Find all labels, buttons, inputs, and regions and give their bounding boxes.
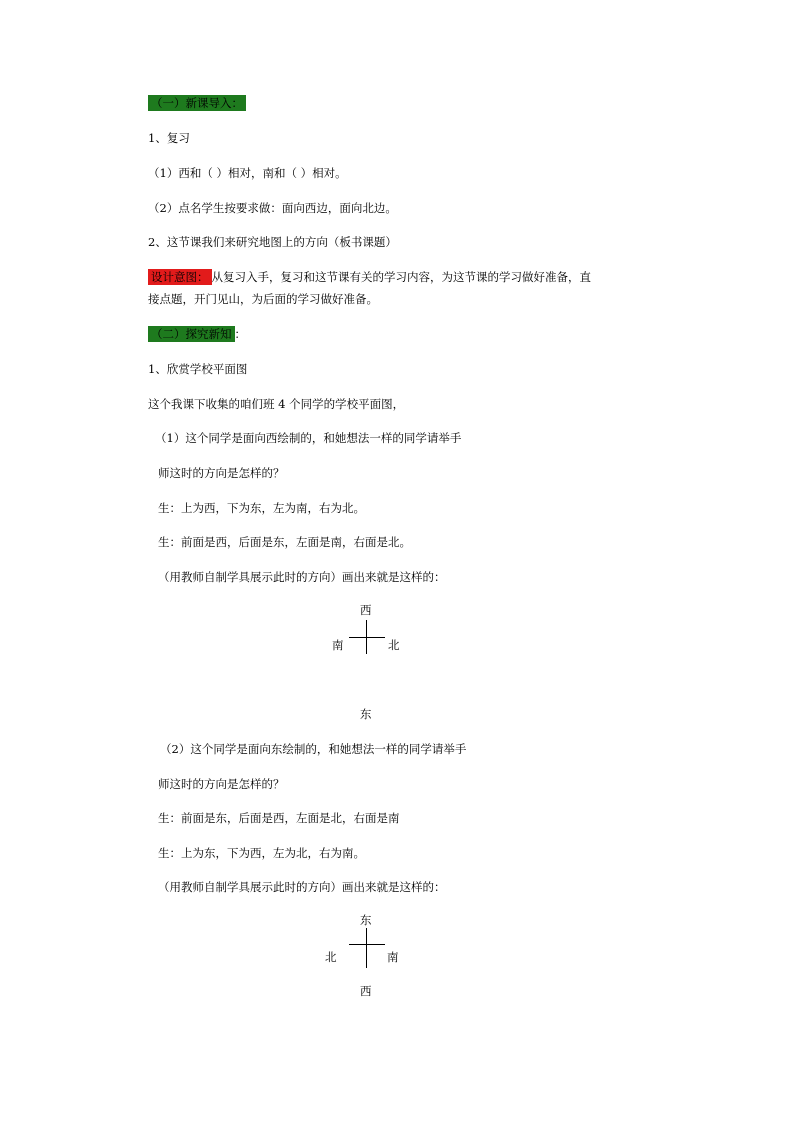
part-2-answer-2: 生：上为东，下为西，左为北，右为南。 (158, 846, 365, 860)
compass-diagram-2 (320, 910, 430, 1000)
design-intent (148, 266, 678, 310)
part-2-answer-1: 生：前面是东，后面是西，左面是北，右面是南 (158, 811, 400, 825)
compass-1-right-label: 北 (388, 638, 400, 652)
compass-2-top-label: 东 (360, 913, 372, 927)
compass-1-bottom-label: 东 (360, 707, 372, 721)
compass-2-left-label: 北 (325, 950, 337, 964)
part-1-demo: （用教师自制学具展示此时的方向）画出来就是这样的： (158, 570, 446, 584)
section-heading-intro (148, 95, 246, 111)
review-question-1: （1）西和（ ）相对，南和（ ）相对。 (148, 166, 347, 180)
compass-2-horizontal-line (349, 944, 385, 945)
review-title: 1、复习 (148, 131, 190, 145)
lesson-intro: 2、这节课我们来研究地图上的方向（板书课题） (148, 235, 397, 249)
design-intent-label: 设计意图： (148, 269, 212, 285)
section-heading-explore-colon: ： (234, 327, 246, 341)
section-heading-explore (148, 326, 246, 342)
part-1-statement: （1）这个同学是面向西绘制的，和她想法一样的同学请举手 (155, 431, 462, 445)
design-intent-text-1: 从复习入手，复习和这节课有关的学习内容，为这节课的学习做好准备，直 (211, 270, 591, 284)
design-intent-text-2: 接点题，开门见山，为后面的学习做好准备。 (148, 292, 378, 306)
explore-intro: 这个我课下收集的咱们班 4 个同学的学校平面图， (148, 397, 405, 411)
part-1-question: 师这时的方向是怎样的？ (158, 466, 285, 480)
part-2-demo: （用教师自制学具展示此时的方向）画出来就是这样的： (158, 880, 446, 894)
part-1-answer-1: 生：上为西，下为东，左为南，右为北。 (158, 501, 365, 515)
section-heading-intro-text: （一）新课导入： (148, 95, 246, 111)
compass-1-horizontal-line (349, 637, 385, 638)
compass-1-left-label: 南 (332, 638, 344, 652)
review-question-2: （2）点名学生按要求做：面向西边，面向北边。 (148, 201, 397, 215)
part-2-question: 师这时的方向是怎样的？ (158, 777, 285, 791)
compass-2-vertical-line (366, 928, 367, 968)
explore-title: 1、欣赏学校平面图 (148, 362, 248, 376)
part-1-answer-2: 生：前面是西，后面是东，左面是南，右面是北。 (158, 535, 411, 549)
section-heading-explore-text: （二）探究新知 (148, 326, 235, 342)
compass-2-right-label: 南 (387, 950, 399, 964)
part-2-statement: （2）这个同学是面向东绘制的，和她想法一样的同学请举手 (160, 742, 467, 756)
compass-2-bottom-label: 西 (360, 984, 372, 998)
compass-1-top-label: 西 (360, 603, 372, 617)
compass-diagram-1 (320, 600, 430, 725)
